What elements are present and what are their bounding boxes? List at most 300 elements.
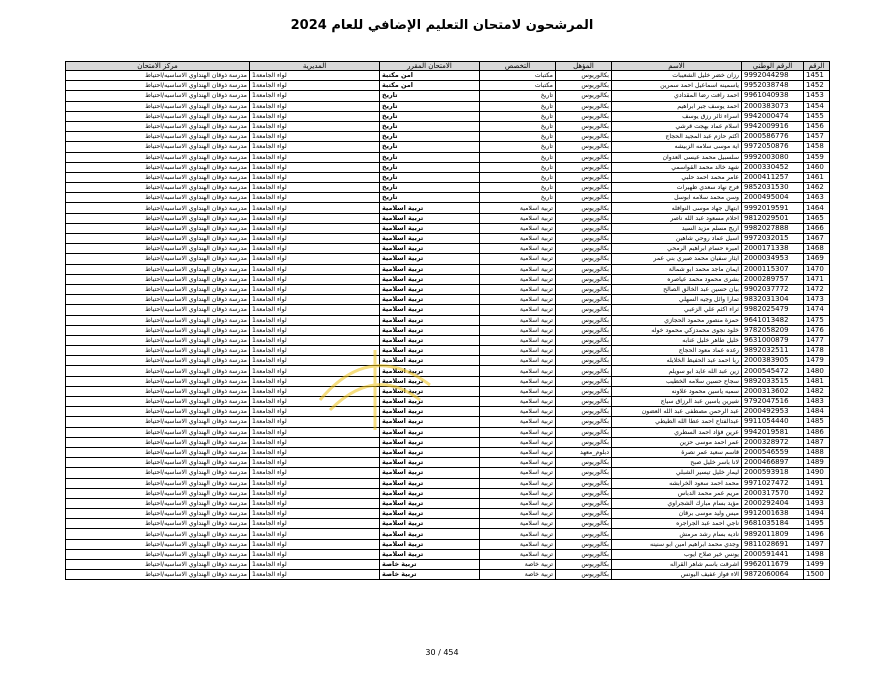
row-number-cell: 1454	[804, 101, 830, 111]
specialization-cell: تربية اسلامية	[480, 509, 556, 519]
national-id-cell: 9832031304	[742, 295, 804, 305]
table-row	[66, 458, 830, 468]
exam-center-cell: مدرسة ذوقان الهنداوي الاساسيه/احتياط	[66, 305, 250, 315]
table-row	[66, 549, 830, 559]
table-row	[66, 325, 830, 335]
row-number-cell: 1494	[804, 509, 830, 519]
candidate-name-cell: ميس وليد موسى برقان	[612, 509, 742, 519]
row-number-cell: 1464	[804, 203, 830, 213]
directorate-cell: لواء الجامعة1	[250, 366, 380, 376]
directorate-cell: لواء الجامعة1	[250, 101, 380, 111]
row-number-cell: 1469	[804, 254, 830, 264]
row-number-cell: 1460	[804, 162, 830, 172]
directorate-cell: لواء الجامعة1	[250, 407, 380, 417]
candidate-name-cell: اسراء ثائر رزق يوسف	[612, 111, 742, 121]
exam-center-cell: مدرسة ذوقان الهنداوي الاساسيه/احتياط	[66, 356, 250, 366]
specialization-cell: تربية اسلامية	[480, 244, 556, 254]
qualification-cell: بكالوريوس	[556, 397, 612, 407]
scheduled-exam-cell: تاريخ	[380, 111, 480, 121]
row-number-cell: 1475	[804, 315, 830, 325]
directorate-cell: لواء الجامعة1	[250, 142, 380, 152]
table-row	[66, 570, 830, 580]
exam-center-cell: مدرسة ذوقان الهنداوي الاساسيه/احتياط	[66, 529, 250, 539]
table-row	[66, 386, 830, 396]
national-id-cell: 2000289757	[742, 274, 804, 284]
directorate-cell: لواء الجامعة1	[250, 244, 380, 254]
directorate-cell: لواء الجامعة1	[250, 549, 380, 559]
scheduled-exam-cell: امن مكتبة	[380, 81, 480, 91]
qualification-cell: بكالوريوس	[556, 509, 612, 519]
directorate-cell: لواء الجامعة1	[250, 346, 380, 356]
row-number-cell: 1471	[804, 274, 830, 284]
exam-center-cell: مدرسة ذوقان الهنداوي الاساسيه/احتياط	[66, 223, 250, 233]
table-row	[66, 315, 830, 325]
exam-center-cell: مدرسة ذوقان الهنداوي الاساسيه/احتياط	[66, 274, 250, 284]
row-number-cell: 1468	[804, 244, 830, 254]
specialization-cell: تربية اسلامية	[480, 407, 556, 417]
scheduled-exam-cell: تربية اسلامية	[380, 305, 480, 315]
directorate-cell: لواء الجامعة1	[250, 488, 380, 498]
table-row	[66, 101, 830, 111]
scheduled-exam-cell: تاريخ	[380, 193, 480, 203]
specialization-cell: تربية خاصة	[480, 560, 556, 570]
national-id-cell: 9812029501	[742, 213, 804, 223]
table-row	[66, 132, 830, 142]
table-row	[66, 305, 830, 315]
qualification-cell: بكالوريوس	[556, 81, 612, 91]
header-exam: الامتحان المقرر	[380, 62, 480, 71]
qualification-cell: بكالوريوس	[556, 305, 612, 315]
national-id-cell: 9971027472	[742, 478, 804, 488]
scheduled-exam-cell: تربية اسلامية	[380, 447, 480, 457]
directorate-cell: لواء الجامعة1	[250, 274, 380, 284]
candidate-name-cell: بشرى محمود محمد عياصره	[612, 274, 742, 284]
national-id-cell: 2000492953	[742, 407, 804, 417]
specialization-cell: تربية اسلامية	[480, 325, 556, 335]
exam-center-cell: مدرسة ذوقان الهنداوي الاساسيه/احتياط	[66, 111, 250, 121]
scheduled-exam-cell: تربية خاصة	[380, 560, 480, 570]
exam-center-cell: مدرسة ذوقان الهنداوي الاساسيه/احتياط	[66, 570, 250, 580]
qualification-cell: بكالوريوس	[556, 325, 612, 335]
scheduled-exam-cell: تربية اسلامية	[380, 468, 480, 478]
exam-center-cell: مدرسة ذوقان الهنداوي الاساسيه/احتياط	[66, 427, 250, 437]
row-number-cell: 1459	[804, 152, 830, 162]
candidate-name-cell: عبد الرحمن مصطفى عبد الله العضون	[612, 407, 742, 417]
candidate-name-cell: لانا باسر خليل صبح	[612, 458, 742, 468]
national-id-cell: 9892011809	[742, 529, 804, 539]
exam-center-cell: مدرسة ذوقان الهنداوي الاساسيه/احتياط	[66, 183, 250, 193]
exam-center-cell: مدرسة ذوقان الهنداوي الاساسيه/احتياط	[66, 132, 250, 142]
qualification-cell: بكالوريوس	[556, 478, 612, 488]
row-number-cell: 1467	[804, 234, 830, 244]
specialization-cell: تاريخ	[480, 162, 556, 172]
candidate-name-cell: وجدي محمد ابراهيم امين ابو سنينه	[612, 539, 742, 549]
directorate-cell: لواء الجامعة1	[250, 213, 380, 223]
candidate-name-cell: عمر احمد موسى حزين	[612, 437, 742, 447]
directorate-cell: لواء الجامعة1	[250, 162, 380, 172]
qualification-cell: بكالوريوس	[556, 437, 612, 447]
specialization-cell: تربية اسلامية	[480, 254, 556, 264]
candidate-name-cell: احلام مسعود عبد الله ناصر	[612, 213, 742, 223]
table-header-row	[66, 62, 830, 71]
scheduled-exam-cell: تربية اسلامية	[380, 346, 480, 356]
row-number-cell: 1461	[804, 172, 830, 182]
specialization-cell: تربية اسلامية	[480, 274, 556, 284]
row-number-cell: 1497	[804, 539, 830, 549]
directorate-cell: لواء الجامعة1	[250, 203, 380, 213]
national-id-cell: 2000383905	[742, 356, 804, 366]
candidate-name-cell: اشرقت باسم شاهر القراله	[612, 560, 742, 570]
candidate-name-cell: شهد خالد محمد القواسمي	[612, 162, 742, 172]
row-number-cell: 1463	[804, 193, 830, 203]
candidate-name-cell: احمد رافت رضا المقدادي	[612, 91, 742, 101]
qualification-cell: بكالوريوس	[556, 101, 612, 111]
qualification-cell: بكالوريوس	[556, 193, 612, 203]
scheduled-exam-cell: تربية اسلامية	[380, 213, 480, 223]
table-row	[66, 162, 830, 172]
exam-center-cell: مدرسة ذوقان الهنداوي الاساسيه/احتياط	[66, 478, 250, 488]
national-id-cell: 2000495004	[742, 193, 804, 203]
specialization-cell: تربية اسلامية	[480, 315, 556, 325]
exam-center-cell: مدرسة ذوقان الهنداوي الاساسيه/احتياط	[66, 91, 250, 101]
specialization-cell: تربية اسلامية	[480, 437, 556, 447]
exam-center-cell: مدرسة ذوقان الهنداوي الاساسيه/احتياط	[66, 519, 250, 529]
candidate-name-cell: احمد يوسف جبر ابراهيم	[612, 101, 742, 111]
row-number-cell: 1481	[804, 376, 830, 386]
table-row	[66, 427, 830, 437]
table-row	[66, 284, 830, 294]
specialization-cell: تربية خاصة	[480, 570, 556, 580]
exam-center-cell: مدرسة ذوقان الهنداوي الاساسيه/احتياط	[66, 81, 250, 91]
scheduled-exam-cell: تربية اسلامية	[380, 366, 480, 376]
table-row	[66, 397, 830, 407]
candidates-table	[65, 61, 830, 580]
scheduled-exam-cell: تربية اسلامية	[380, 519, 480, 529]
national-id-cell: 9892032511	[742, 346, 804, 356]
specialization-cell: مكتبات	[480, 71, 556, 81]
row-number-cell: 1452	[804, 81, 830, 91]
qualification-cell: بكالوريوس	[556, 234, 612, 244]
candidate-name-cell: قاسم سعيد عمر نصرة	[612, 447, 742, 457]
row-number-cell: 1498	[804, 549, 830, 559]
national-id-cell: 9782058209	[742, 325, 804, 335]
national-id-cell: 2000034953	[742, 254, 804, 264]
candidate-name-cell: رغده عماد معود الحجاج	[612, 346, 742, 356]
row-number-cell: 1496	[804, 529, 830, 539]
exam-center-cell: مدرسة ذوقان الهنداوي الاساسيه/احتياط	[66, 335, 250, 345]
qualification-cell: بكالوريوس	[556, 539, 612, 549]
directorate-cell: لواء الجامعة1	[250, 111, 380, 121]
table-body	[66, 71, 830, 580]
qualification-cell: بكالوريوس	[556, 183, 612, 193]
national-id-cell: 2000593918	[742, 468, 804, 478]
qualification-cell: بكالوريوس	[556, 274, 612, 284]
candidate-name-cell: شيرين ياسين عبد الرزاق سياج	[612, 397, 742, 407]
specialization-cell: تاريخ	[480, 172, 556, 182]
row-number-cell: 1455	[804, 111, 830, 121]
scheduled-exam-cell: تربية اسلامية	[380, 427, 480, 437]
scheduled-exam-cell: تربية اسلامية	[380, 458, 480, 468]
scheduled-exam-cell: تربية اسلامية	[380, 539, 480, 549]
qualification-cell: بكالوريوس	[556, 407, 612, 417]
scheduled-exam-cell: تاريخ	[380, 91, 480, 101]
candidate-name-cell: محمد احمد سعود الخرابشه	[612, 478, 742, 488]
scheduled-exam-cell: تربية اسلامية	[380, 315, 480, 325]
national-id-cell: 9942019581	[742, 427, 804, 437]
specialization-cell: تاريخ	[480, 193, 556, 203]
exam-center-cell: مدرسة ذوقان الهنداوي الاساسيه/احتياط	[66, 71, 250, 81]
row-number-cell: 1458	[804, 142, 830, 152]
national-id-cell: 9992044298	[742, 71, 804, 81]
national-id-cell: 9631000879	[742, 335, 804, 345]
row-number-cell: 1472	[804, 284, 830, 294]
candidate-name-cell: عبدالفتاح احمد عطا الله الطيطي	[612, 417, 742, 427]
directorate-cell: لواء الجامعة1	[250, 498, 380, 508]
directorate-cell: لواء الجامعة1	[250, 81, 380, 91]
table-row	[66, 254, 830, 264]
row-number-cell: 1466	[804, 223, 830, 233]
candidate-name-cell: سلسبيل محمد عيسى العدوان	[612, 152, 742, 162]
row-number-cell: 1490	[804, 468, 830, 478]
candidate-name-cell: خلود نجوى محمدزكي محمود خوله	[612, 325, 742, 335]
specialization-cell: تربية اسلامية	[480, 478, 556, 488]
directorate-cell: لواء الجامعة1	[250, 529, 380, 539]
national-id-cell: 9961040938	[742, 91, 804, 101]
exam-center-cell: مدرسة ذوقان الهنداوي الاساسيه/احتياط	[66, 498, 250, 508]
national-id-cell: 2000546559	[742, 447, 804, 457]
table-row	[66, 244, 830, 254]
specialization-cell: تربية اسلامية	[480, 397, 556, 407]
national-id-cell: 9641013482	[742, 315, 804, 325]
qualification-cell: بكالوريوس	[556, 519, 612, 529]
specialization-cell: تربية اسلامية	[480, 305, 556, 315]
row-number-cell: 1465	[804, 213, 830, 223]
specialization-cell: تربية اسلامية	[480, 346, 556, 356]
directorate-cell: لواء الجامعة1	[250, 519, 380, 529]
exam-center-cell: مدرسة ذوقان الهنداوي الاساسيه/احتياط	[66, 539, 250, 549]
national-id-cell: 2000171338	[742, 244, 804, 254]
table-row	[66, 121, 830, 131]
specialization-cell: تربية اسلامية	[480, 203, 556, 213]
row-number-cell: 1488	[804, 447, 830, 457]
candidate-name-cell: حمزة منصور محمود الحجازي	[612, 315, 742, 325]
national-id-cell: 9972050876	[742, 142, 804, 152]
directorate-cell: لواء الجامعة1	[250, 509, 380, 519]
header-exam-center: مركز الامتحان	[66, 62, 250, 71]
qualification-cell: بكالوريوس	[556, 417, 612, 427]
exam-center-cell: مدرسة ذوقان الهنداوي الاساسيه/احتياط	[66, 447, 250, 457]
scheduled-exam-cell: تربية اسلامية	[380, 325, 480, 335]
qualification-cell: بكالوريوس	[556, 468, 612, 478]
specialization-cell: مكتبات	[480, 81, 556, 91]
table-row	[66, 529, 830, 539]
candidate-name-cell: ليمار خليل تيسير الشبلي	[612, 468, 742, 478]
candidate-name-cell: خليل طاهر خليل عنابه	[612, 335, 742, 345]
row-number-cell: 1451	[804, 71, 830, 81]
qualification-cell: بكالوريوس	[556, 488, 612, 498]
table-row	[66, 91, 830, 101]
scheduled-exam-cell: تربية اسلامية	[380, 529, 480, 539]
scheduled-exam-cell: تاريخ	[380, 172, 480, 182]
qualification-cell: بكالوريوس	[556, 427, 612, 437]
row-number-cell: 1477	[804, 335, 830, 345]
directorate-cell: لواء الجامعة1	[250, 295, 380, 305]
specialization-cell: تربية اسلامية	[480, 223, 556, 233]
candidate-name-cell: ربا احمد عبد الحفيظ الخلايله	[612, 356, 742, 366]
directorate-cell: لواء الجامعة1	[250, 447, 380, 457]
table-row	[66, 447, 830, 457]
national-id-cell: 9852031530	[742, 183, 804, 193]
national-id-cell: 2000292404	[742, 498, 804, 508]
directorate-cell: لواء الجامعة1	[250, 560, 380, 570]
table-row	[66, 437, 830, 447]
exam-center-cell: مدرسة ذوقان الهنداوي الاساسيه/احتياط	[66, 162, 250, 172]
table-row	[66, 376, 830, 386]
candidate-name-cell: مؤيد بسام مبارك الشجراوي	[612, 498, 742, 508]
national-id-cell: 9902037772	[742, 284, 804, 294]
qualification-cell: بكالوريوس	[556, 152, 612, 162]
table-row	[66, 509, 830, 519]
specialization-cell: تاريخ	[480, 121, 556, 131]
directorate-cell: لواء الجامعة1	[250, 71, 380, 81]
candidate-name-cell: اكثم حازم عبد المجيد الحجاج	[612, 132, 742, 142]
row-number-cell: 1462	[804, 183, 830, 193]
qualification-cell: بكالوريوس	[556, 376, 612, 386]
qualification-cell: بكالوريوس	[556, 549, 612, 559]
exam-center-cell: مدرسة ذوقان الهنداوي الاساسيه/احتياط	[66, 203, 250, 213]
scheduled-exam-cell: تربية اسلامية	[380, 295, 480, 305]
national-id-cell: 2000317570	[742, 488, 804, 498]
row-number-cell: 1480	[804, 366, 830, 376]
qualification-cell: دبلوم_معهد	[556, 447, 612, 457]
candidate-name-cell: سميه ياسين محمود علاونه	[612, 386, 742, 396]
qualification-cell: بكالوريوس	[556, 254, 612, 264]
candidate-name-cell: ثراء اكثم علي الزعبي	[612, 305, 742, 315]
specialization-cell: تربية اسلامية	[480, 447, 556, 457]
table-row	[66, 335, 830, 345]
exam-center-cell: مدرسة ذوقان الهنداوي الاساسيه/احتياط	[66, 417, 250, 427]
directorate-cell: لواء الجامعة1	[250, 478, 380, 488]
specialization-cell: تربية اسلامية	[480, 549, 556, 559]
exam-center-cell: مدرسة ذوقان الهنداوي الاساسيه/احتياط	[66, 121, 250, 131]
header-number: الرقم	[804, 62, 830, 71]
candidate-name-cell: يونس خير صلاح ايوب	[612, 549, 742, 559]
row-number-cell: 1478	[804, 346, 830, 356]
scheduled-exam-cell: تربية اسلامية	[380, 407, 480, 417]
qualification-cell: بكالوريوس	[556, 498, 612, 508]
national-id-cell: 2000466897	[742, 458, 804, 468]
qualification-cell: بكالوريوس	[556, 142, 612, 152]
table-row	[66, 366, 830, 376]
table-row	[66, 183, 830, 193]
scheduled-exam-cell: تربية اسلامية	[380, 234, 480, 244]
exam-center-cell: مدرسة ذوقان الهنداوي الاساسيه/احتياط	[66, 376, 250, 386]
exam-center-cell: مدرسة ذوقان الهنداوي الاساسيه/احتياط	[66, 172, 250, 182]
header-qualification: المؤهل	[556, 62, 612, 71]
qualification-cell: بكالوريوس	[556, 91, 612, 101]
scheduled-exam-cell: تاريخ	[380, 152, 480, 162]
scheduled-exam-cell: تاريخ	[380, 101, 480, 111]
exam-center-cell: مدرسة ذوقان الهنداوي الاساسيه/احتياط	[66, 366, 250, 376]
table-row	[66, 193, 830, 203]
exam-center-cell: مدرسة ذوقان الهنداوي الاساسيه/احتياط	[66, 407, 250, 417]
specialization-cell: تاريخ	[480, 152, 556, 162]
exam-center-cell: مدرسة ذوقان الهنداوي الاساسيه/احتياط	[66, 468, 250, 478]
national-id-cell: 2000586776	[742, 132, 804, 142]
directorate-cell: لواء الجامعة1	[250, 356, 380, 366]
qualification-cell: بكالوريوس	[556, 71, 612, 81]
scheduled-exam-cell: تربية اسلامية	[380, 488, 480, 498]
national-id-cell: 2000313602	[742, 386, 804, 396]
row-number-cell: 1476	[804, 325, 830, 335]
candidate-name-cell: اسيل عماد روحي شاهين	[612, 234, 742, 244]
scheduled-exam-cell: تربية اسلامية	[380, 397, 480, 407]
national-id-cell: 9952038748	[742, 81, 804, 91]
exam-center-cell: مدرسة ذوقان الهنداوي الاساسيه/احتياط	[66, 142, 250, 152]
scheduled-exam-cell: تربية اسلامية	[380, 509, 480, 519]
directorate-cell: لواء الجامعة1	[250, 132, 380, 142]
national-id-cell: 9992019591	[742, 203, 804, 213]
qualification-cell: بكالوريوس	[556, 346, 612, 356]
directorate-cell: لواء الجامعة1	[250, 193, 380, 203]
qualification-cell: بكالوريوس	[556, 366, 612, 376]
table-row	[66, 203, 830, 213]
exam-center-cell: مدرسة ذوقان الهنداوي الاساسيه/احتياط	[66, 244, 250, 254]
qualification-cell: بكالوريوس	[556, 264, 612, 274]
specialization-cell: تربية اسلامية	[480, 335, 556, 345]
candidate-name-cell: فرح نهاد سعدي ظهيرات	[612, 183, 742, 193]
page-title: المرشحون لامتحان التعليم الإضافي للعام 2024	[290, 18, 594, 33]
scheduled-exam-cell: تربية اسلامية	[380, 376, 480, 386]
row-number-cell: 1495	[804, 519, 830, 529]
qualification-cell: بكالوريوس	[556, 244, 612, 254]
directorate-cell: لواء الجامعة1	[250, 427, 380, 437]
specialization-cell: تربية اسلامية	[480, 468, 556, 478]
candidate-name-cell: سجاح حسين سلامه الخطيب	[612, 376, 742, 386]
national-id-cell: 9681035184	[742, 519, 804, 529]
directorate-cell: لواء الجامعة1	[250, 91, 380, 101]
candidate-name-cell: مريم عمر محمد الدباس	[612, 488, 742, 498]
directorate-cell: لواء الجامعة1	[250, 397, 380, 407]
national-id-cell: 9872060064	[742, 570, 804, 580]
exam-center-cell: مدرسة ذوقان الهنداوي الاساسيه/احتياط	[66, 254, 250, 264]
scheduled-exam-cell: تاريخ	[380, 132, 480, 142]
candidate-name-cell: اميره حسام ابراهيم الرمحي	[612, 244, 742, 254]
exam-center-cell: مدرسة ذوقان الهنداوي الاساسيه/احتياط	[66, 193, 250, 203]
directorate-cell: لواء الجامعة1	[250, 254, 380, 264]
row-number-cell: 1493	[804, 498, 830, 508]
header-national-id: الرقم الوطني	[742, 62, 804, 71]
national-id-cell: 9942000474	[742, 111, 804, 121]
table-row	[66, 407, 830, 417]
candidate-name-cell: ايمان ماجد محمد ابو شمالة	[612, 264, 742, 274]
table-row	[66, 264, 830, 274]
candidate-name-cell: ناجي احمد عبد الجراجره	[612, 519, 742, 529]
qualification-cell: بكالوريوس	[556, 172, 612, 182]
exam-center-cell: مدرسة ذوقان الهنداوي الاساسيه/احتياط	[66, 549, 250, 559]
directorate-cell: لواء الجامعة1	[250, 223, 380, 233]
table-row	[66, 468, 830, 478]
directorate-cell: لواء الجامعة1	[250, 315, 380, 325]
qualification-cell: بكالوريوس	[556, 295, 612, 305]
scheduled-exam-cell: تربية اسلامية	[380, 437, 480, 447]
qualification-cell: بكالوريوس	[556, 223, 612, 233]
specialization-cell: تاريخ	[480, 142, 556, 152]
table-row	[66, 488, 830, 498]
exam-center-cell: مدرسة ذوقان الهنداوي الاساسيه/احتياط	[66, 488, 250, 498]
candidate-name-cell: اية موسى سلامه الزبيشه	[612, 142, 742, 152]
table-row	[66, 498, 830, 508]
